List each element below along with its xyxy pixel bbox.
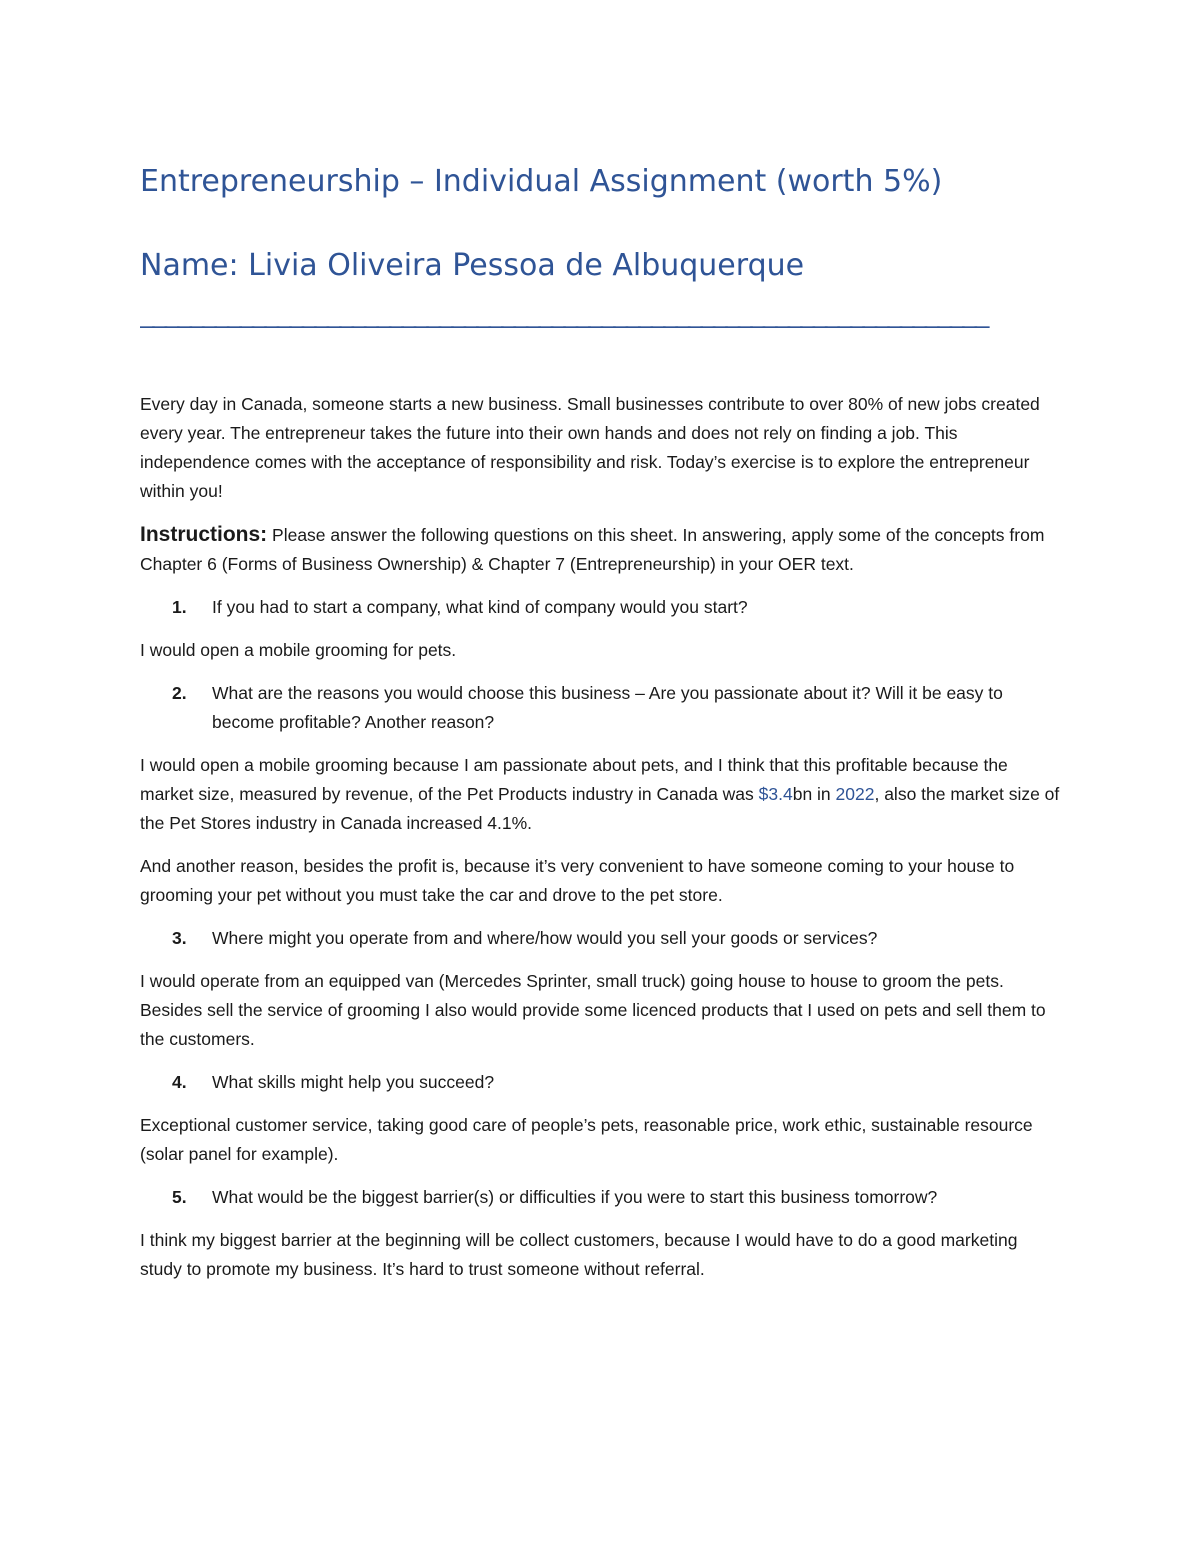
answer-5: I think my biggest barrier at the beginning will be collect customers, because I would have to do a good marketing study to promote my business. It’s hard to trust someone without referral. xyxy=(140,1230,1018,1279)
question-number: 4. xyxy=(172,1072,187,1092)
answer-text: , also the market size of the Pet Stores industry in Canada increased 4.1%. xyxy=(140,784,1060,833)
answer-1: I would open a mobile grooming for pets. xyxy=(140,640,457,660)
separator-line: ____________________________________________________________________ xyxy=(140,299,988,329)
question-text: What are the reasons you would choose this business – Are you passionate about it? Will it be easy to become profitable? Another reason? xyxy=(212,683,1003,732)
answer-2a xyxy=(140,751,1060,838)
answer-text: bn in xyxy=(792,784,836,804)
question-number: 5. xyxy=(172,1187,187,1207)
revenue-figure: $3.4 xyxy=(758,784,793,804)
question-number: 2. xyxy=(172,683,187,703)
answer-4: Exceptional customer service, taking good care of people’s pets, reasonable price, work ethic, sustainable resource (solar panel for example). xyxy=(140,1115,1033,1164)
instructions-text: Please answer the following questions on this sheet. In answering, apply some of the concepts from Chapter 6 (Forms of Business Ownership) & Chapter 7 (Entrepreneurship) in your OER text. xyxy=(140,525,1045,574)
revenue-year: 2022 xyxy=(835,784,875,804)
question-number: 1. xyxy=(172,597,187,617)
question-text: What skills might help you succeed? xyxy=(212,1072,495,1092)
intro-paragraph: Every day in Canada, someone starts a new business. Small businesses contribute to over 80% of new jobs created every year. The entrepreneur takes the future into their own hands and does not rely on finding a job. This independence comes with the acceptance of responsibility and risk. Today’s exercise is to explore the entrepreneur within you! xyxy=(140,394,1040,501)
question-3 xyxy=(140,924,1060,953)
answer-3: I would operate from an equipped van (Mercedes Sprinter, small truck) going house to house to groom the pets. Besides sell the service of grooming I also would provide some licenced products that I used on pets and sell them to the customers. xyxy=(140,971,1046,1049)
question-5 xyxy=(140,1183,1060,1212)
question-4 xyxy=(140,1068,1060,1097)
answer-text: I would open a mobile grooming because I am passionate about pets, and I think that this profitable because the market size, measured by revenue, of the Pet Products industry in Canada was xyxy=(140,755,1008,804)
question-number: 3. xyxy=(172,928,187,948)
question-text: What would be the biggest barrier(s) or difficulties if you were to start this business tomorrow? xyxy=(212,1187,938,1207)
instructions-label: Instructions: xyxy=(140,523,268,546)
instructions-paragraph xyxy=(140,520,1060,579)
question-text: Where might you operate from and where/how would you sell your goods or services? xyxy=(212,928,878,948)
question-2 xyxy=(140,679,1060,737)
answer-2b: And another reason, besides the profit is, because it’s very convenient to have someone coming to your house to grooming your pet without you must take the car and drove to the pet store. xyxy=(140,856,1015,905)
student-name: Name: Livia Oliveira Pessoa de Albuquerque xyxy=(140,248,805,283)
document-title: Entrepreneurship – Individual Assignment (worth 5%) xyxy=(140,164,943,199)
question-1 xyxy=(140,593,1060,622)
question-text: If you had to start a company, what kind of company would you start? xyxy=(212,597,748,617)
